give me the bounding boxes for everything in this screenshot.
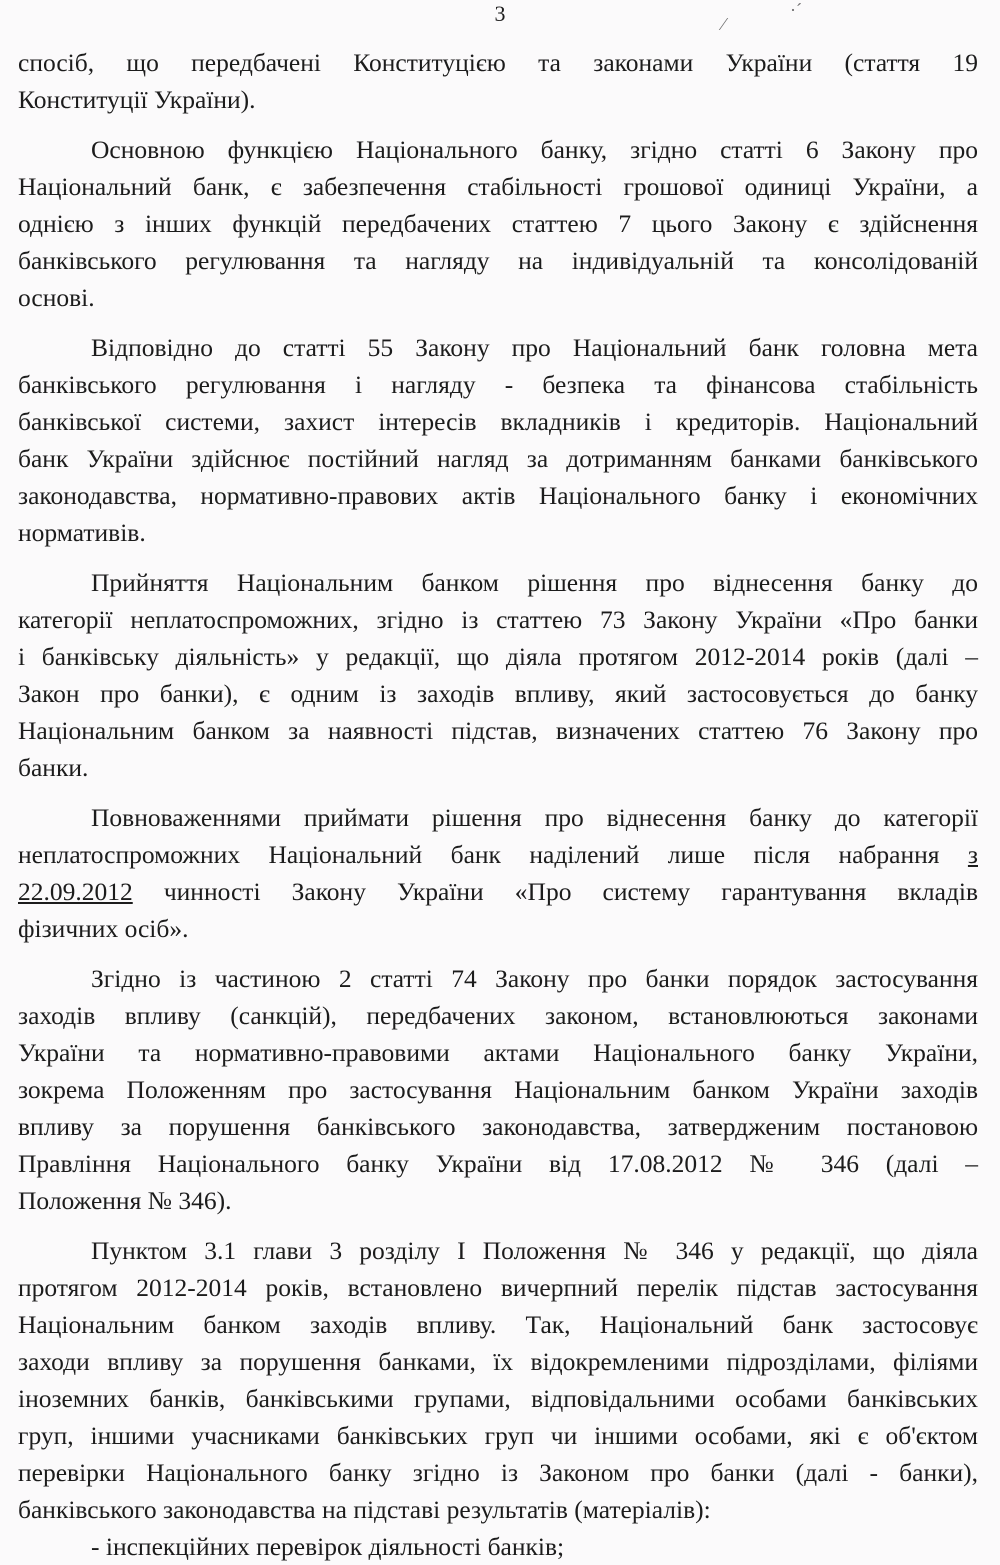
- list-item: - інспекційних перевірок діяльності банків;: [91, 1532, 565, 1561]
- text-line: законодавства, нормативно-правових актів Національного банку і економічних: [18, 481, 978, 510]
- text-line: неплатоспроможних Національний банк наділений лише після набрання з: [18, 840, 978, 869]
- text-line: іноземних банків, банківськими групами, відповідальними особами банківських: [18, 1384, 978, 1413]
- text-line: Правління Національного банку України від 17.08.2012 № 346 (далі –: [18, 1149, 978, 1178]
- text-line: заходи впливу за порушення банками, їх відокремленими підрозділами, філіями: [18, 1347, 978, 1376]
- text-line: банківської системи, захист інтересів вкладників і кредиторів. Національний: [18, 407, 978, 436]
- text-line: зокрема Положенням про застосування Національним банком України заходів: [18, 1075, 978, 1104]
- text-line: банківського регулювання та нагляду на індивідуальній та консолідованій: [18, 246, 978, 275]
- text-line: однією з інших функцій передбачених статтею 7 цього Закону є здійснення: [18, 209, 978, 238]
- text-line: України та нормативно-правовими актами Національного банку України,: [18, 1038, 978, 1067]
- text-line: заходів впливу (санкцій), передбачених законом, встановлюються законами: [18, 1001, 978, 1030]
- text-line: 22.09.2012 чинності Закону України «Про систему гарантування вкладів: [18, 877, 978, 906]
- text-line: Повноваженнями приймати рішення про віднесення банку до категорії: [91, 803, 978, 832]
- text-line: Пунктом 3.1 глави 3 розділу І Положення № 346 у редакції, що діяла: [91, 1236, 978, 1265]
- text-line: нормативів.: [18, 518, 146, 547]
- text-line: Національний банк, є забезпечення стабільності грошової одиниці України, а: [18, 172, 978, 201]
- text-line: Основною функцією Національного банку, згідно статті 6 Закону про: [91, 135, 978, 164]
- text-line: груп, іншими учасниками банківських груп чи іншими особами, які є об'єктом: [18, 1421, 978, 1450]
- page-number: 3: [494, 1, 506, 26]
- document-body: [18, 44, 978, 1565]
- underlined-text: з: [967, 840, 978, 869]
- text-line: банківського регулювання і нагляду - безпека та фінансова стабільність: [18, 370, 978, 399]
- text-line: Згідно із частиною 2 статті 74 Закону про банки порядок застосування: [91, 964, 978, 993]
- underlined-text: 22.09.2012: [18, 877, 133, 906]
- text-line: Закон про банки), є одним із заходів впливу, який застосовується до банку: [18, 679, 978, 708]
- text-line: спосіб, що передбачені Конституцією та законами України (стаття 19: [18, 48, 978, 77]
- text-line: Прийняття Національним банком рішення про віднесення банку до: [91, 568, 978, 597]
- text-line: фізичних осіб».: [18, 914, 189, 943]
- text-line: Конституції України).: [18, 85, 256, 114]
- text-line: протягом 2012-2014 років, встановлено вичерпний перелік підстав застосування: [18, 1273, 978, 1302]
- text-line: банк України здійснює постійний нагляд за дотриманням банками банківського: [18, 444, 978, 473]
- text-line: Відповідно до статті 55 Закону про Національний банк головна мета: [91, 333, 978, 362]
- text-line: перевірки Національного банку згідно із Законом про банки (далі - банки),: [18, 1458, 978, 1487]
- scan-mark: ·´: [790, 0, 802, 20]
- text-line: банки.: [18, 753, 89, 782]
- text-line: і банківську діяльність» у редакції, що діяла протягом 2012-2014 років (далі –: [18, 642, 978, 671]
- text-line: впливу за порушення банківського законодавства, затвердженим постановою: [18, 1112, 978, 1141]
- text-line: Національним банком за наявності підстав, визначених статтею 76 Закону про: [18, 716, 978, 745]
- text-line: категорії неплатоспроможних, згідно із статтею 73 Закону України «Про банки: [18, 605, 978, 634]
- text-line: Національним банком заходів впливу. Так, Національний банк застосовує: [18, 1310, 978, 1339]
- text-line: банківського законодавства на підставі результатів (матеріалів):: [18, 1495, 711, 1524]
- text-line: основі.: [18, 283, 95, 312]
- scan-mark: ⁄: [722, 14, 726, 34]
- text-line: Положення № 346).: [18, 1186, 232, 1215]
